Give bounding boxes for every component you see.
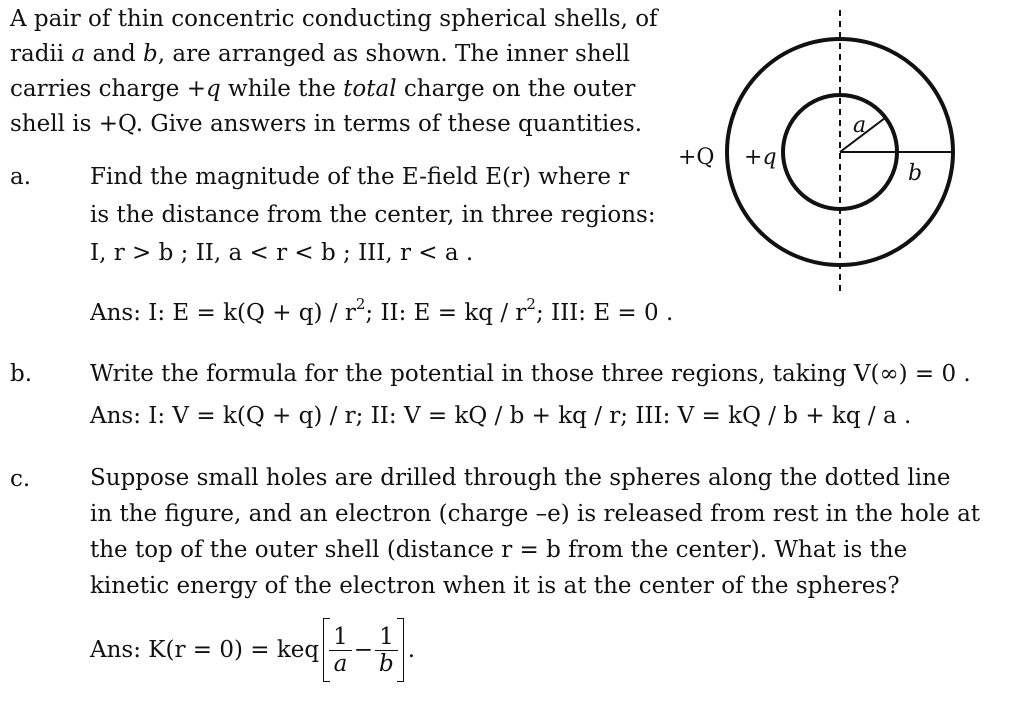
left-bracket bbox=[323, 618, 330, 682]
part-a-question bbox=[90, 158, 656, 272]
radius-a-label: a bbox=[853, 113, 867, 138]
part-a-line-3: I, r > b ; II, a < r < b ; III, r < a . bbox=[90, 240, 474, 266]
part-c-line-2: in the figure, and an electron (charge –e) is released from rest in the hole at bbox=[90, 501, 981, 527]
part-b-label: b. bbox=[10, 361, 33, 387]
part-c-label: c. bbox=[10, 466, 31, 492]
bracket-expression bbox=[323, 620, 404, 680]
right-bracket bbox=[397, 618, 404, 682]
concentric-shells-figure bbox=[660, 10, 1000, 300]
part-c-line-3: the top of the outer shell (distance r = b from the center). What is the bbox=[90, 537, 908, 563]
part-c-answer bbox=[90, 620, 415, 680]
minus-sign: − bbox=[353, 637, 374, 663]
fraction-one-over-b: $\frac{1}{b}$ bbox=[375, 624, 398, 677]
part-c-answer-prefix: Ans: K(r = 0) = keq bbox=[90, 637, 320, 663]
part-c-line-1: Suppose small holes are drilled through the spheres along the dotted line bbox=[90, 465, 951, 491]
answer-period: . bbox=[407, 637, 416, 663]
radius-b-label: b bbox=[908, 161, 923, 186]
intro-line-2: radii a and b, are arranged as shown. The inner shell bbox=[10, 41, 630, 67]
fraction-one-over-a: $\frac{1}{a}$ bbox=[329, 624, 352, 677]
part-a-line-1: Find the magnitude of the E-field E(r) where r bbox=[90, 164, 630, 190]
part-b-answer: Ans: I: V = k(Q + q) / r; II: V = kQ / b + kq / r; III: V = kQ / b + kq / a . bbox=[90, 403, 912, 429]
part-a-answer: Ans: I: $E = k(Q + q) / r^2$; II: E = kq / $r^2$; III: E = 0 . bbox=[90, 295, 674, 326]
part-c-question bbox=[90, 460, 980, 604]
intro-line-4: shell is +Q. Give answers in terms of these quantities. bbox=[10, 111, 643, 137]
intro-line-3: carries charge +q while the total charge on the outer bbox=[10, 76, 636, 102]
part-a-label: a. bbox=[10, 164, 32, 190]
part-a-line-2: is the distance from the center, in three regions: bbox=[90, 202, 656, 228]
intro-line-1: A pair of thin concentric conducting spherical shells, of bbox=[10, 6, 658, 32]
part-b-question: Write the formula for the potential in those three regions, taking V(∞) = 0 . bbox=[90, 361, 971, 387]
inner-charge-label: +q bbox=[744, 145, 777, 170]
intro-paragraph bbox=[10, 2, 660, 142]
part-c-line-4: kinetic energy of the electron when it is at the center of the spheres? bbox=[90, 573, 900, 599]
outer-charge-label: +Q bbox=[678, 145, 715, 170]
